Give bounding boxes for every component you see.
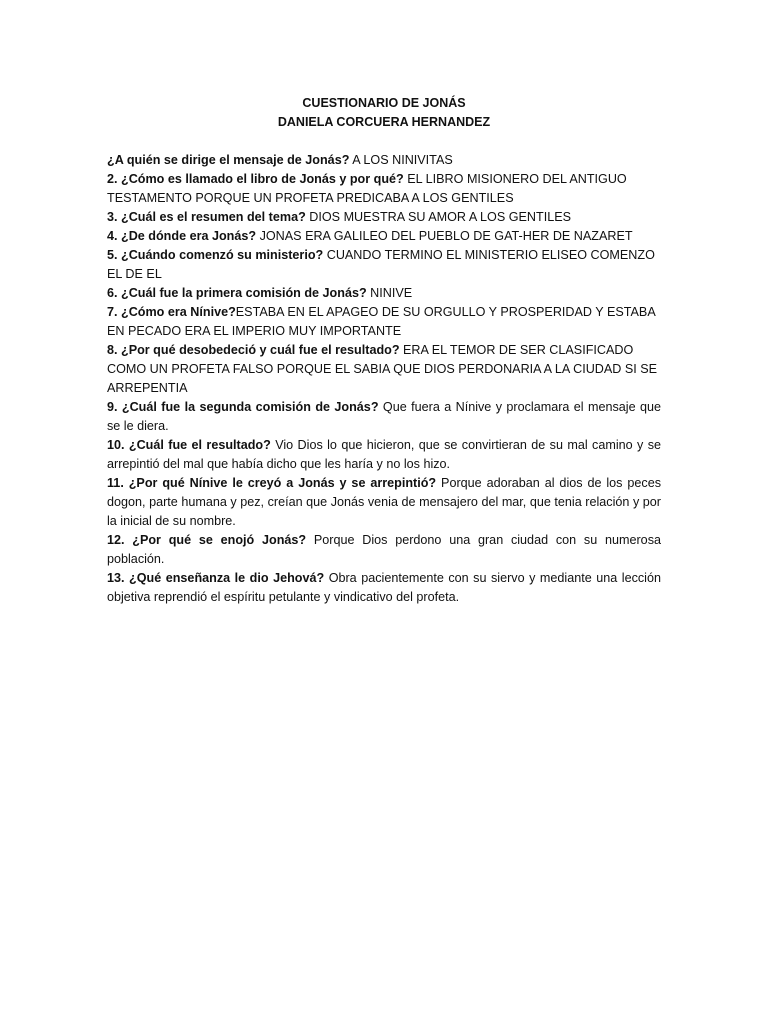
question-item-2 <box>107 170 661 208</box>
question-text: 13. ¿Qué enseñanza le dio Jehová? <box>107 571 325 585</box>
question-text: 10. ¿Cuál fue el resultado? <box>107 438 271 452</box>
question-item-7 <box>107 303 661 341</box>
question-item-5 <box>107 246 661 284</box>
question-item-3 <box>107 208 661 227</box>
question-item-10 <box>107 436 661 474</box>
question-item-11 <box>107 474 661 531</box>
question-text: ¿A quién se dirige el mensaje de Jonás? <box>107 153 350 167</box>
answer-text: NINIVE <box>366 286 413 300</box>
question-text: 3. ¿Cuál es el resumen del tema? <box>107 210 306 224</box>
question-text: 6. ¿Cuál fue la primera comisión de Jonás? <box>107 286 367 300</box>
answer-text: Porque Dios perdono una gran ciudad con su numerosa población. <box>107 533 661 566</box>
document-title: CUESTIONARIO DE JONÁS <box>302 96 466 110</box>
answer-text: ESTABA EN EL APAGEO DE SU ORGULLO Y PROSPERIDAD Y ESTABA EN PECADO ERA EL IMPERIO MUY IMPORTANTE <box>107 305 656 338</box>
question-item-6 <box>107 284 661 303</box>
question-item-13 <box>107 569 661 607</box>
question-text: 8. ¿Por qué desobedeció y cuál fue el resultado? <box>107 343 400 357</box>
document-author: DANIELA CORCUERA HERNANDEZ <box>277 115 491 129</box>
answer-text: Obra pacientemente con su siervo y mediante una lección objetiva reprendió el espíritu petulante y vindicativo del profeta. <box>107 571 661 604</box>
question-text: 7. ¿Cómo era Nínive? <box>107 305 236 319</box>
question-item-8 <box>107 341 661 398</box>
question-item-4 <box>107 227 661 246</box>
answer-text: Vio Dios lo que hicieron, que se convirtieran de su mal camino y se arrepintió del mal que había dicho que les haría y no los hizo. <box>107 438 661 471</box>
document-header <box>107 94 661 132</box>
answer-text: DIOS MUESTRA SU AMOR A LOS GENTILES <box>305 210 572 224</box>
question-text: 2. ¿Cómo es llamado el libro de Jonás y por qué? <box>107 172 404 186</box>
answer-text: JONAS ERA GALILEO DEL PUEBLO DE GAT-HER DE NAZARET <box>256 229 633 243</box>
question-item-9 <box>107 398 661 436</box>
answer-text: Porque adoraban al dios de los peces dogon, parte humana y pez, creían que Jonás venia de mensajero del mar, que tenia relación y por la inicial de su nombre. <box>107 476 661 528</box>
question-text: 12. ¿Por qué se enojó Jonás? <box>107 533 307 547</box>
question-text: 5. ¿Cuándo comenzó su ministerio? <box>107 248 324 262</box>
question-item-12 <box>107 531 661 569</box>
answer-text: CUANDO TERMINO EL MINISTERIO ELISEO COMENZO EL DE EL <box>107 248 655 281</box>
question-list <box>107 151 661 607</box>
question-text: 4. ¿De dónde era Jonás? <box>107 229 257 243</box>
answer-text: EL LIBRO MISIONERO DEL ANTIGUO TESTAMENTO PORQUE UN PROFETA PREDICABA A LOS GENTILES <box>107 172 627 205</box>
answer-text: ERA EL TEMOR DE SER CLASIFICADO COMO UN PROFETA FALSO PORQUE EL SABIA QUE DIOS PERDONARIA A LA CIUDAD SI SE ARREPENTIA <box>107 343 658 395</box>
question-text: 11. ¿Por qué Nínive le creyó a Jonás y se arrepintió? <box>107 476 437 490</box>
answer-text: Que fuera a Nínive y proclamara el mensaje que se le diera. <box>107 400 661 433</box>
question-item-1 <box>107 151 661 170</box>
question-text: 9. ¿Cuál fue la segunda comisión de Jonás? <box>107 400 379 414</box>
answer-text: A LOS NINIVITAS <box>349 153 453 167</box>
